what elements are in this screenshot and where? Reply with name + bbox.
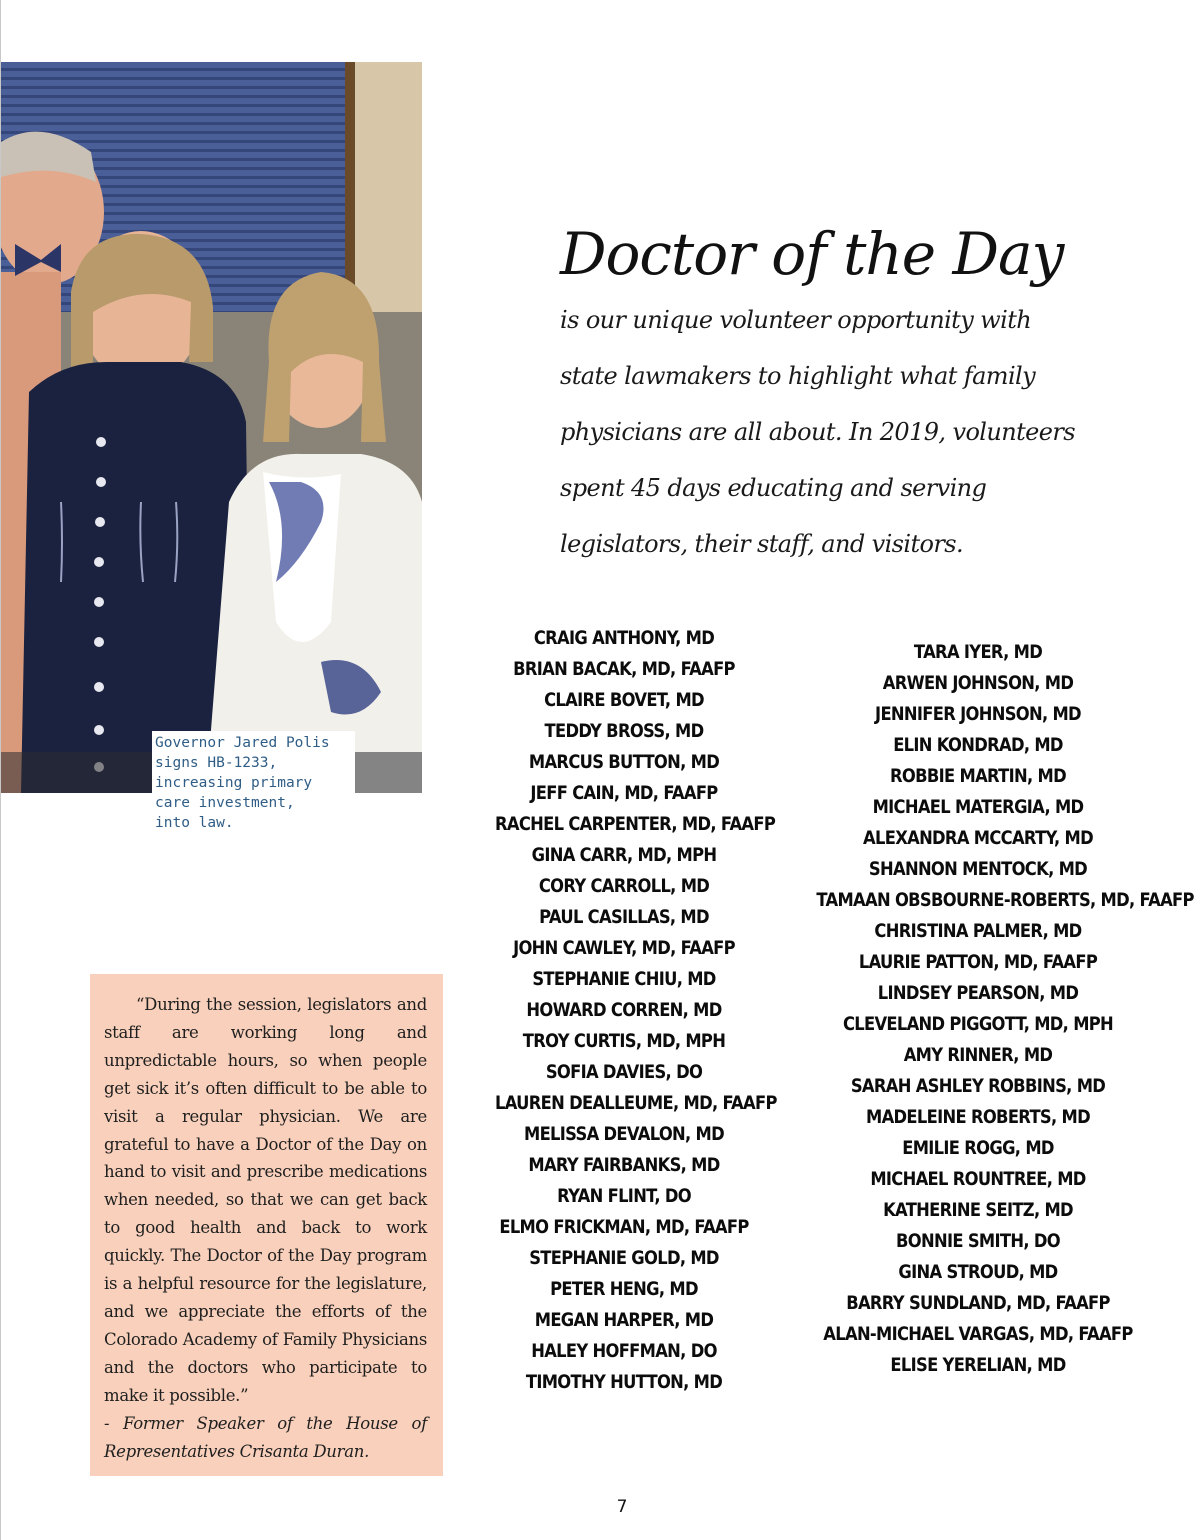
volunteer-name: ELIN KONDRAD, MD [893, 734, 1063, 756]
volunteer-name: HALEY HOFFMAN, DO [531, 1340, 717, 1362]
volunteer-name: MARY FAIRBANKS, MD [528, 1154, 720, 1176]
volunteer-name: ARWEN JOHNSON, MD [882, 672, 1074, 694]
volunteer-name: TIMOTHY HUTTON, MD [525, 1371, 723, 1393]
governor-signing-photo [1, 62, 422, 793]
volunteer-name: MICHAEL ROUNTREE, MD [870, 1168, 1086, 1190]
volunteer-name: JOHN CAWLEY, MD, FAAFP [513, 937, 735, 959]
photo-illustration [1, 62, 422, 793]
volunteer-name: GINA STROUD, MD [898, 1261, 1058, 1283]
volunteer-name: CLAIRE BOVET, MD [544, 689, 704, 711]
volunteer-name: HOWARD CORREN, MD [526, 999, 722, 1021]
volunteer-name: MARCUS BUTTON, MD [528, 751, 720, 773]
volunteer-name: JENNIFER JOHNSON, MD [875, 703, 1081, 725]
volunteer-name: BRIAN BACAK, MD, FAAFP [513, 658, 735, 680]
volunteer-name: ALEXANDRA MCCARTY, MD [863, 827, 1093, 849]
volunteer-list-left [495, 623, 777, 1398]
volunteer-name: TARA IYER, MD [913, 641, 1043, 663]
volunteer-name: STEPHANIE GOLD, MD [529, 1247, 719, 1269]
intro-paragraph: is our unique volunteer opportunity with state lawmakers to highlight what family physicians are all about. In 2019, volunteers spent 45 days educating and serving legislators, their staff, and visitors. [560, 306, 1075, 558]
volunteer-name: MADELEINE ROBERTS, MD [866, 1106, 1090, 1128]
page-title: Doctor of the Day [560, 220, 1064, 288]
volunteer-name: MEGAN HARPER, MD [534, 1309, 714, 1331]
page-number: 7 [616, 1497, 628, 1517]
volunteer-name: TAMAAN OBSBOURNE-ROBERTS, MD, FAAFP [816, 889, 1194, 911]
volunteer-name: SHANNON MENTOCK, MD [868, 858, 1088, 880]
quote-attribution: - Former Speaker of the House of Representatives Crisanta Duran. [104, 1413, 427, 1461]
volunteer-name: BONNIE SMITH, DO [896, 1230, 1060, 1252]
volunteer-name: JEFF CAIN, MD, FAAFP [530, 782, 718, 804]
volunteer-name: LINDSEY PEARSON, MD [877, 982, 1079, 1004]
volunteer-name: TEDDY BROSS, MD [544, 720, 704, 742]
volunteer-name: KATHERINE SEITZ, MD [883, 1199, 1073, 1221]
volunteer-name: PAUL CASILLAS, MD [539, 906, 709, 928]
volunteer-name: ROBBIE MARTIN, MD [889, 765, 1066, 787]
volunteer-name: PETER HENG, MD [550, 1278, 698, 1300]
quote-text: “During the session, legislators and staff are working long and unpredictable hours, so when people get sick it’s often difficult to be able to visit a regular physician. We are grateful to have a Doctor of the Day on hand to visit and prescribe medications when needed, so that we can get back to good health and back to work quickly. The Doctor of the Day program is a helpful resource for the legislature, and we appreciate the efforts of the Colorado Academy of Family Physicians and the doctors who participate to make it possible.” [104, 995, 427, 1405]
volunteer-name: MELISSA DEVALON, MD [523, 1123, 725, 1145]
volunteer-name: RACHEL CARPENTER, MD, FAAFP [495, 813, 776, 835]
volunteer-list-right [816, 637, 1194, 1381]
volunteer-name: CLEVELAND PIGGOTT, MD, MPH [842, 1013, 1114, 1035]
volunteer-name: CORY CARROLL, MD [538, 875, 710, 897]
volunteer-name: LAUREN DEALLEUME, MD, FAAFP [495, 1092, 777, 1114]
volunteer-name: MICHAEL MATERGIA, MD [872, 796, 1084, 818]
volunteer-name: STEPHANIE CHIU, MD [532, 968, 716, 990]
volunteer-name: EMILIE ROGG, MD [902, 1137, 1054, 1159]
volunteer-name: GINA CARR, MD, MPH [531, 844, 717, 866]
volunteer-name: AMY RINNER, MD [903, 1044, 1053, 1066]
volunteer-name: RYAN FLINT, DO [557, 1185, 691, 1207]
volunteer-name: SARAH ASHLEY ROBBINS, MD [850, 1075, 1106, 1097]
volunteer-name: CHRISTINA PALMER, MD [874, 920, 1082, 942]
volunteer-name: LAURIE PATTON, MD, FAAFP [858, 951, 1098, 973]
photo-caption: Governor Jared Polis signs HB-1233, increasing primary care investment, into law. [152, 731, 355, 839]
volunteer-name: ELISE YERELIAN, MD [890, 1354, 1066, 1376]
volunteer-name: SOFIA DAVIES, DO [545, 1061, 703, 1083]
volunteer-name: CRAIG ANTHONY, MD [533, 627, 715, 649]
volunteer-name: TROY CURTIS, MD, MPH [522, 1030, 726, 1052]
volunteer-name: ELMO FRICKMAN, MD, FAAFP [499, 1216, 749, 1238]
volunteer-name: BARRY SUNDLAND, MD, FAAFP [846, 1292, 1110, 1314]
quote-box [90, 974, 443, 1476]
volunteer-name: ALAN-MICHAEL VARGAS, MD, FAAFP [823, 1323, 1133, 1345]
